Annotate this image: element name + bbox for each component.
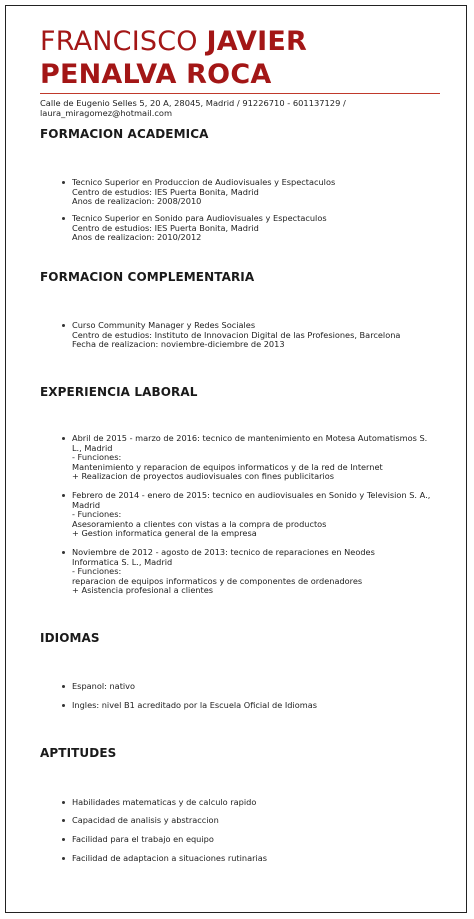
item-line: Capacidad de analisis y abstraccion [72, 815, 219, 825]
item-line: Centro de estudios: IES Puerta Bonita, Madrid [72, 222, 259, 233]
bullet-icon [62, 437, 65, 440]
item-line: Facilidad para el trabajo en equipo [72, 834, 214, 844]
item-line: Informatica S. L., Madrid [72, 556, 173, 567]
list-item [72, 701, 442, 711]
item-line: Anos de realizacion: 2008/2010 [72, 196, 202, 207]
bullet-icon [62, 685, 65, 688]
item-line: - Funciones: [72, 452, 122, 463]
item-line: Anos de realizacion: 2010/2012 [72, 232, 202, 243]
item-line: Ingles: nivel B1 acreditado por la Escuela Oficial de Idiomas [72, 700, 318, 710]
middle-name: JAVIER [206, 26, 308, 57]
contact-email: laura_miragomez@hotmail.com [40, 108, 173, 118]
contact-info [40, 98, 420, 118]
item-line: + Gestion informatica general de la empresa [72, 528, 257, 539]
bullet-icon [62, 704, 65, 707]
bullet-icon [62, 838, 65, 841]
item-line: Centro de estudios: IES Puerta Bonita, Madrid [72, 186, 259, 197]
section-title-aptitudes: APTITUDES [40, 746, 117, 760]
item-line: reparacion de equipos informaticos y de componentes de ordenadores [72, 575, 363, 586]
item-line: - Funciones: [72, 566, 122, 577]
item-line: Abril de 2015 - marzo de 2016: tecnico de mantenimiento en Motesa Automatismos S. [72, 433, 428, 443]
item-line: - Funciones: [72, 509, 122, 520]
list-item [72, 491, 442, 539]
item-line: Febrero de 2014 - enero de 2015: tecnico en audiovisuales en Sonido y Television S. A., [72, 490, 431, 500]
item-line: Curso Community Manager y Redes Sociales [72, 320, 256, 330]
name-first-line [40, 26, 307, 58]
bullet-icon [62, 181, 65, 184]
list-item [72, 321, 442, 350]
list-item [72, 682, 442, 692]
item-line: Espanol: nativo [72, 681, 136, 691]
item-line: + Asistencia profesional a clientes [72, 585, 214, 596]
section-title-formacion-complementaria: FORMACION COMPLEMENTARIA [40, 270, 255, 284]
bullet-icon [62, 494, 65, 497]
bullet-icon [62, 801, 65, 804]
section-title-idiomas: IDIOMAS [40, 631, 100, 645]
item-line: Tecnico Superior en Produccion de Audiovisuales y Espectaculos [72, 177, 336, 187]
list-item [72, 816, 442, 826]
section-title-formacion-academica: FORMACION ACADEMICA [40, 127, 209, 141]
list-item [72, 835, 442, 845]
item-line: Facilidad de adaptacion a situaciones rutinarias [72, 853, 268, 863]
header-divider [40, 93, 440, 94]
list-item [72, 548, 442, 596]
bullet-icon [62, 217, 65, 220]
item-line: Noviembre de 2012 - agosto de 2013: tecnico de reparaciones en Neodes [72, 547, 375, 557]
list-item [72, 854, 442, 864]
surname: PENALVA ROCA [40, 59, 272, 90]
item-line: Centro de estudios: Instituto de Innovacion Digital de las Profesiones, Barcelona [72, 329, 401, 340]
list-item [72, 214, 442, 243]
item-line: Mantenimiento y reparacion de equipos informaticos y de la red de Internet [72, 461, 383, 472]
bullet-icon [62, 551, 65, 554]
bullet-icon [62, 324, 65, 327]
contact-address-phone: Calle de Eugenio Selles 5, 20 A, 28045, Madrid / 91226710 - 601137129 / [40, 98, 346, 108]
first-name: FRANCISCO [40, 26, 198, 57]
bullet-icon [62, 857, 65, 860]
list-item [72, 798, 442, 808]
item-line: Habilidades matematicas y de calculo rapido [72, 797, 257, 807]
item-line: Tecnico Superior en Sonido para Audiovisuales y Espectaculos [72, 213, 327, 223]
item-line: Madrid [72, 499, 101, 510]
bullet-icon [62, 819, 65, 822]
section-title-experiencia-laboral: EXPERIENCIA LABORAL [40, 385, 198, 399]
item-line: + Realizacion de proyectos audiovisuales con fines publicitarios [72, 471, 335, 482]
list-item [72, 434, 442, 482]
item-line: L., Madrid [72, 442, 113, 453]
list-item [72, 178, 442, 207]
item-line: Asesoramiento a clientes con vistas a la compra de productos [72, 518, 327, 529]
item-line: Fecha de realizacion: noviembre-diciembre de 2013 [72, 339, 285, 350]
